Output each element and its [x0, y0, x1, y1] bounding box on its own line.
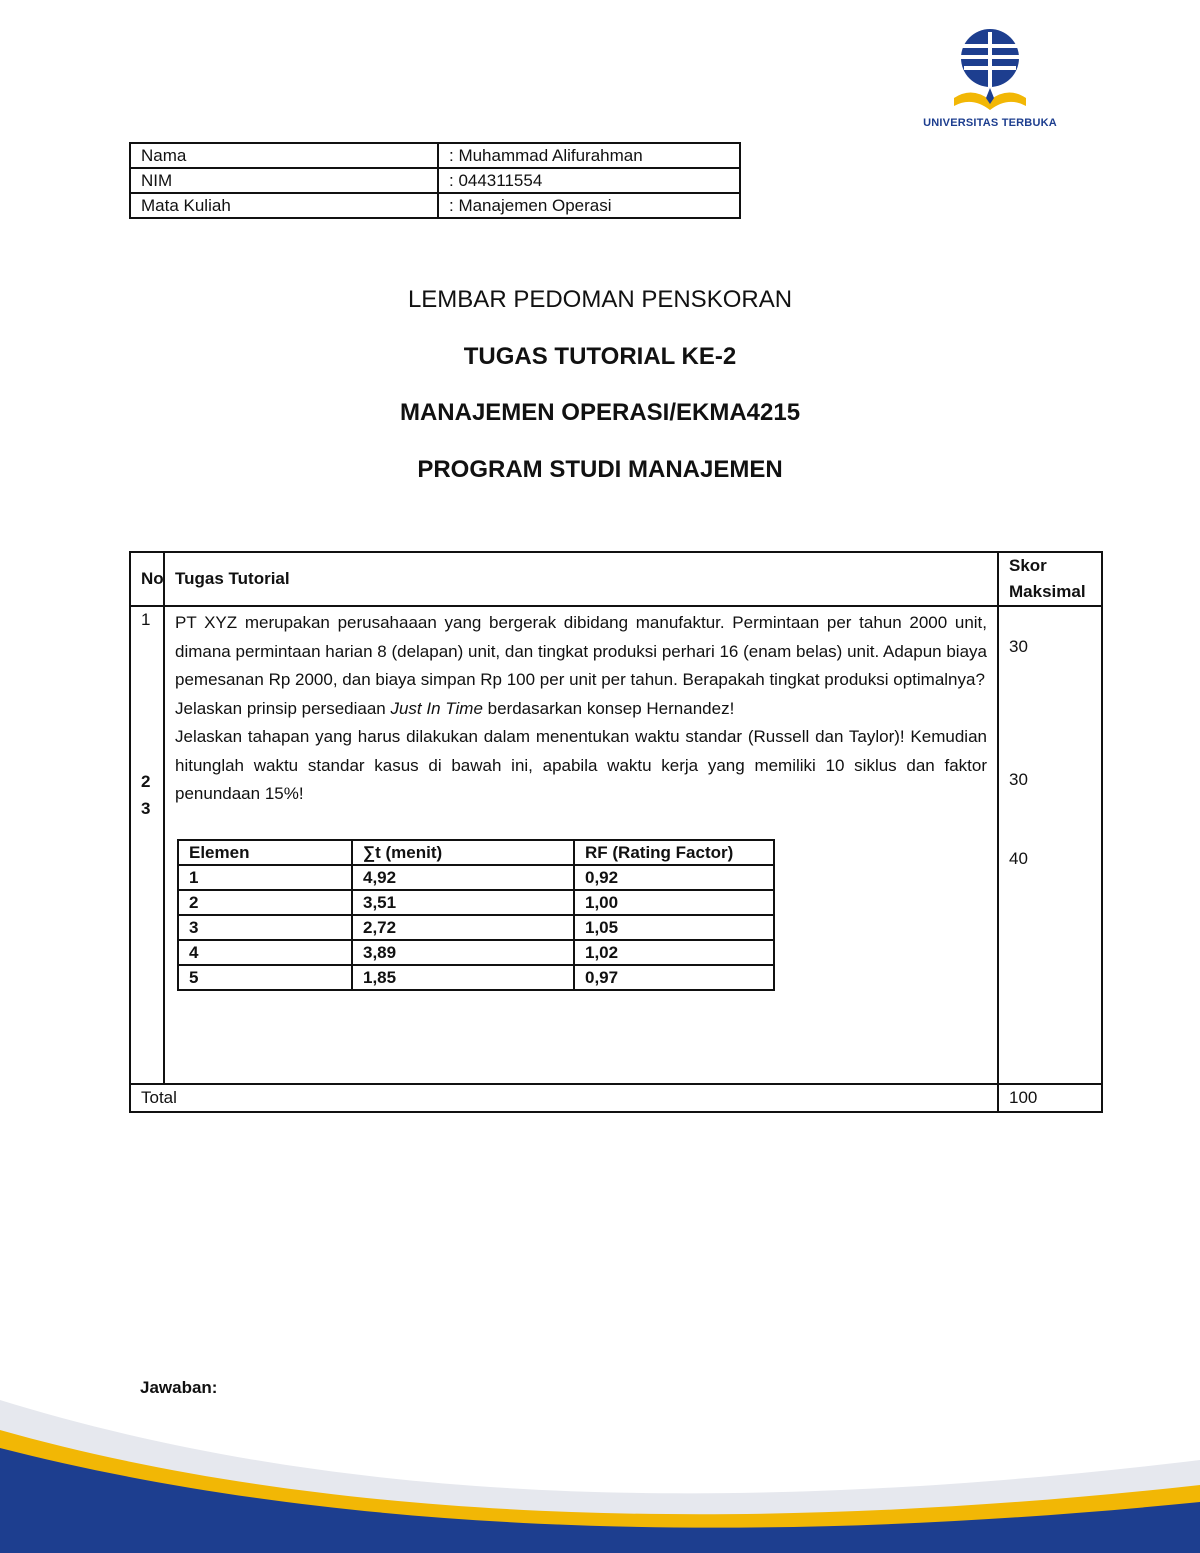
- task-number: 2: [141, 772, 151, 791]
- element-cell: 3,51: [352, 890, 574, 915]
- course-title: MANAJEMEN OPERASI/EKMA4215: [399, 399, 801, 426]
- identity-value: : Muhammad Alifurahman: [438, 143, 740, 168]
- identity-row-course: [130, 193, 740, 218]
- header-score-line1: Skor: [1009, 556, 1047, 575]
- element-cell: 2,72: [352, 915, 574, 940]
- identity-row-nim: [130, 168, 740, 193]
- element-cell: 3,89: [352, 940, 574, 965]
- element-header: RF (Rating Factor): [574, 840, 774, 865]
- element-cell: 4: [178, 940, 352, 965]
- element-header: Elemen: [178, 840, 352, 865]
- task-2-suffix: berdasarkan konsep Hernandez!: [482, 698, 735, 718]
- identity-label: Mata Kuliah: [130, 193, 438, 218]
- element-cell: 1,85: [352, 965, 574, 990]
- element-header-row: [178, 840, 774, 865]
- program-title: PROGRAM STUDI MANAJEMEN: [417, 456, 783, 483]
- total-row: [130, 1084, 1102, 1112]
- identity-table: [129, 142, 741, 219]
- header-score-line2: Maksimal: [1009, 582, 1086, 601]
- task-cell: [164, 606, 998, 1084]
- task-2-italic: Just In Time: [390, 698, 483, 718]
- answer-label: Jawaban:: [140, 1378, 218, 1397]
- table-row: [178, 915, 774, 940]
- table-row: [178, 940, 774, 965]
- element-header: ∑t (menit): [352, 840, 574, 865]
- identity-label: Nama: [130, 143, 438, 168]
- element-cell: 3: [178, 915, 352, 940]
- footer-wave-decoration: [0, 1390, 1200, 1553]
- task-score: 30: [1009, 770, 1028, 789]
- element-cell: 5: [178, 965, 352, 990]
- element-cell: 1,05: [574, 915, 774, 940]
- identity-value: : Manajemen Operasi: [438, 193, 740, 218]
- total-label: Total: [130, 1084, 998, 1112]
- element-cell: 0,92: [574, 865, 774, 890]
- task-3-text: Jelaskan tahapan yang harus dilakukan dalam menentukan waktu standar (Russell dan Taylor)! Kemudian hitunglah waktu standar kasus di bawah ini, apabila waktu kerja yang memiliki 10 siklus dan faktor penundaan 15%!: [175, 727, 987, 803]
- university-logo: [920, 28, 1060, 138]
- task-2-text: [175, 695, 987, 724]
- ut-emblem-icon: [950, 28, 1030, 116]
- logo-wordmark: UNIVERSITAS TERBUKA: [923, 117, 1057, 129]
- identity-label: NIM: [130, 168, 438, 193]
- task-number: 3: [141, 799, 151, 818]
- task-score: 30: [1009, 637, 1028, 656]
- task-1-text: PT XYZ merupakan perusahaaan yang bergerak dibidang manufaktur. Permintaan per tahun 2000 unit, dimana permintaan harian 8 (delapan) unit, dan tingkat produksi perhari 16 (enam belas) unit. Adapun biaya pemesanan Rp 2000, dan biaya simpan Rp 100 per unit per tahun. Berapakah tingkat produksi optimalnya?: [175, 613, 987, 689]
- element-cell: 1: [178, 865, 352, 890]
- identity-row-name: [130, 143, 740, 168]
- table-row: [178, 890, 774, 915]
- header-no: No: [130, 552, 164, 606]
- scoring-body-row: [130, 606, 1102, 1084]
- task-number: 1: [141, 610, 151, 629]
- element-cell: 1,02: [574, 940, 774, 965]
- numbers-cell: [130, 606, 164, 1084]
- element-cell: 2: [178, 890, 352, 915]
- assignment-title: TUGAS TUTORIAL KE-2: [463, 343, 737, 370]
- element-cell: 0,97: [574, 965, 774, 990]
- scoring-table: [129, 551, 1103, 1113]
- table-row: [178, 965, 774, 990]
- table-row: [178, 865, 774, 890]
- identity-value: : 044311554: [438, 168, 740, 193]
- header-score: [998, 552, 1102, 606]
- element-cell: 1,00: [574, 890, 774, 915]
- page-title: LEMBAR PEDOMAN PENSKORAN: [407, 286, 793, 313]
- header-task: Tugas Tutorial: [164, 552, 998, 606]
- element-cell: 4,92: [352, 865, 574, 890]
- task-score: 40: [1009, 849, 1028, 868]
- scores-cell: [998, 606, 1102, 1084]
- element-table: [177, 839, 775, 991]
- total-value: 100: [998, 1084, 1102, 1112]
- task-2-prefix: Jelaskan prinsip persediaan: [175, 698, 391, 718]
- scoring-header-row: [130, 552, 1102, 606]
